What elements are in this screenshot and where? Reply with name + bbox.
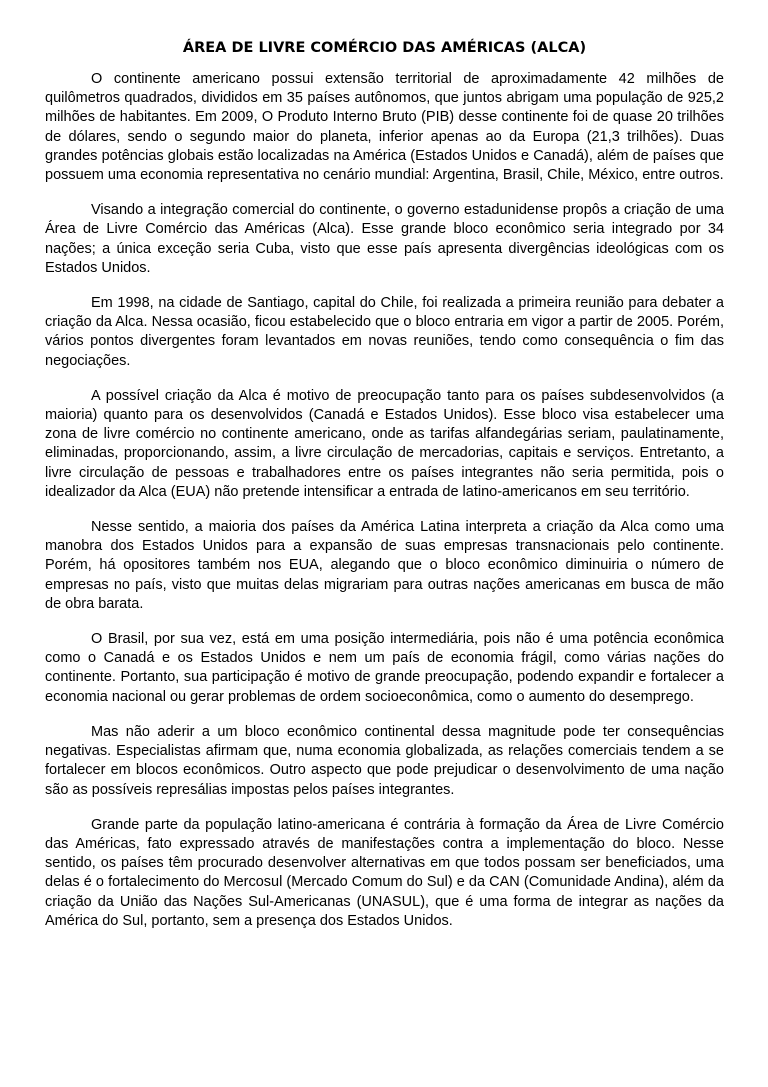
document-page xyxy=(45,40,724,947)
paragraph: Nesse sentido, a maioria dos países da América Latina interpreta a criação da Alca como uma manobra dos Estados Unidos para a expansão de suas empresas transnacionais pelo continente. Porém, há opositores também nos EUA, alegando que o bloco econômico diminuiria o número de empresas no país, visto que muitas delas migrariam para outras nações americanas em busca de mão de obra barata. xyxy=(45,519,724,612)
paragraph: Grande parte da população latino-americana é contrária à formação da Área de Livre Comércio das Américas, fato expressado através de manifestações contra a implementação do bloco. Nesse sentido, os países têm procurado desenvolver alternativas em que todos possam ser beneficiados, uma delas é o fortalecimento do Mercosul (Mercado Comum do Sul) e da CAN (Comunidade Andina), além da criação da União das Nações Sul-Americanas (UNASUL), que é uma forma de integrar as nações da América do Sul, portanto, sem a presença dos Estados Unidos. xyxy=(45,816,724,929)
paragraph: Visando a integração comercial do continente, o governo estadunidense propôs a criação de uma Área de Livre Comércio das Américas (Alca). Esse grande bloco econômico seria integrado por 34 nações; a única exceção seria Cuba, visto que esse país apresenta divergências ideológicas com os Estados Unidos. xyxy=(45,202,724,276)
paragraph: Em 1998, na cidade de Santiago, capital do Chile, foi realizada a primeira reunião para debater a criação da Alca. Nessa ocasião, ficou estabelecido que o bloco entraria em vigor a partir de 2005. Porém, vários pontos divergentes foram levantados em novas reuniões, tendo como consequência o fim das negociações. xyxy=(45,295,724,369)
paragraph: Mas não aderir a um bloco econômico continental dessa magnitude pode ter consequências negativas. Especialistas afirmam que, numa economia globalizada, as relações comerciais tendem a se fortalecer em blocos econômicos. Outro aspecto que pode prejudicar o desenvolvimento de uma nação são as possíveis represálias impostas pelos países integrantes. xyxy=(45,723,724,798)
paragraph: O Brasil, por sua vez, está em uma posição intermediária, pois não é uma potência econômica como o Canadá e os Estados Unidos e nem um país de economia frágil, como várias nações do continente. Portanto, sua participação é motivo de grande preocupação, podendo expandir e fortalecer a economia nacional ou gerar problemas de ordem socioeconômica, como o aumento do desemprego. xyxy=(45,631,724,705)
paragraph: A possível criação da Alca é motivo de preocupação tanto para os países subdesenvolvidos (a maioria) quanto para os desenvolvidos (Canadá e Estados Unidos). Esse bloco visa estabelecer uma zona de livre comércio no continente americano, onde as tarifas alfandegárias seriam, paulatinamente, eliminadas, proporcionando, assim, a livre circulação de mercadorias, capitais e serviços. Entretanto, a livre circulação de pessoas e trabalhadores entre os países integrantes não seria permitida, pois o idealizador da Alca (EUA) não pretende intensificar a entrada de latino-americanos em seu território. xyxy=(45,387,724,500)
paragraph: O continente americano possui extensão territorial de aproximadamente 42 milhões de quilômetros quadrados, divididos em 35 países autônomos, que juntos abrigam uma população de 925,2 milhões de habitantes. Em 2009, O Produto Interno Bruto (PIB) desse continente foi de quase 20 trilhões de dólares, sendo o segundo maior do planeta, inferior apenas ao da Europa (21,3 trilhões). Duas grandes potências globais estão localizadas na América (Estados Unidos e Canadá), além de países que possuem uma economia representativa no cenário mundial: Argentina, Brasil, Chile, México, entre outros. xyxy=(45,71,724,184)
document-title: ÁREA DE LIVRE COMÉRCIO DAS AMÉRICAS (ALCA) xyxy=(182,40,587,56)
